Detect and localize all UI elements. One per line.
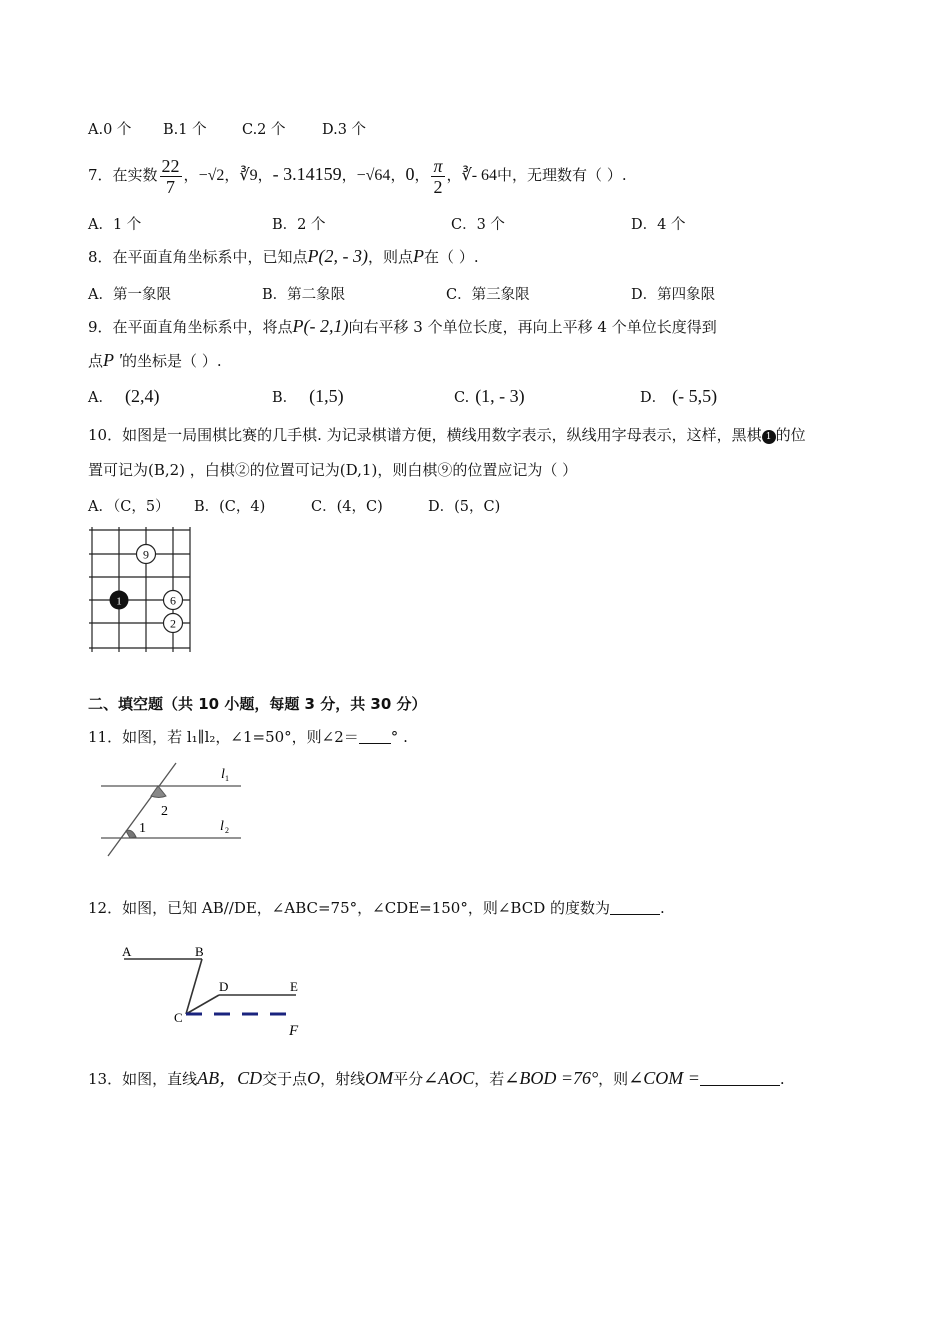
q9-option-c: C. (1, - 3) (454, 386, 525, 406)
white-stone-9 (137, 545, 156, 564)
q7-neg-sqrt64: −√64 (356, 167, 391, 184)
svg-text:B: B (195, 944, 204, 959)
angle-1-marker (126, 830, 136, 838)
q6-option-b: B.1 个 (163, 122, 207, 138)
q11-figure (96, 760, 246, 860)
white-stone-2 (164, 614, 183, 633)
q6-option-d: D.3 个 (322, 122, 367, 138)
q8-option-b: B．第二象限 (262, 287, 346, 303)
svg-text:E: E (290, 979, 298, 994)
svg-text:D: D (219, 979, 229, 994)
svg-text:l: l (220, 819, 224, 834)
q7-option-c: C．3 个 (451, 217, 505, 233)
q7-option-a: A．1 个 (88, 217, 142, 233)
q10-stem-line1: 10．如图是一局围棋比赛的几手棋. 为记录棋谱方便，横线用数字表示，纵线用字母表示，这样，黑棋 1 的位 (88, 426, 806, 444)
q13-stem: 13．如图，直线AB，CD交于点O，射线OM平分∠AOC，若∠BOD =76°，则∠COM = . (88, 1068, 785, 1088)
q11-stem: 11．如图，若 l₁∥l₂，∠1=50°，则∠2＝ ° . (88, 728, 408, 746)
svg-text:9: 9 (143, 547, 149, 562)
svg-text:A: A (122, 944, 132, 959)
black-stone-1 (110, 591, 129, 610)
q7-cbrt-neg64: ∛- 64 (461, 167, 498, 184)
q10-option-b: B．(C，4) (194, 499, 266, 515)
q7-cbrt9: ∛9 (239, 167, 258, 184)
q7-zero: 0 (405, 164, 415, 184)
q7-option-b: B．2 个 (272, 217, 326, 233)
white-stone-6 (164, 591, 183, 610)
q8-point: P(2, - 3) (307, 246, 369, 266)
q9-option-b: B． (1,5) (272, 386, 344, 406)
angle-2-marker (151, 786, 166, 798)
black-stone-icon: 1 (762, 430, 776, 444)
q7-suffix: 中，无理数有（ ）. (497, 166, 627, 184)
svg-text:F: F (289, 1023, 299, 1039)
q7-prefix: 7．在实数 (88, 166, 158, 184)
q9-option-a: A． (2,4) (88, 386, 160, 406)
section-heading: 二、填空题（共 10 小题，每题 3 分，共 30 分） (88, 695, 427, 713)
q7-decimal: - 3.14159 (272, 164, 342, 184)
go-board-figure (86, 524, 196, 656)
q11-answer-blank[interactable] (359, 743, 391, 744)
svg-text:2: 2 (170, 616, 176, 631)
svg-text:1: 1 (225, 774, 229, 783)
q7-stem: 7．在实数 $\frac{22}{7}$ ，−√2，∛9，- 3.14159，−√64，0， $\frac{\pi}{2}$ ，∛- 64中，无理数有（ ）. (88, 155, 627, 197)
q8-stem: 8．在平面直角坐标系中，已知点P(2, - 3)，则点P在（ ）. (88, 246, 479, 266)
svg-text:2: 2 (225, 826, 229, 835)
q9-point: P(- 2,1) (292, 316, 349, 336)
q10-option-d: D．(5，C) (428, 499, 501, 515)
q6-option-a: A.0 个 (88, 122, 132, 138)
q12-answer-blank[interactable] (610, 914, 660, 915)
q7-option-d: D．4 个 (631, 217, 686, 233)
q8-option-a: A．第一象限 (88, 287, 171, 303)
q7-fraction-22-7: $\frac{22}{7}$ (161, 155, 180, 197)
q10-option-a: A．（C，5） (88, 499, 170, 515)
q6-option-c: C.2 个 (242, 122, 286, 138)
svg-text:l: l (221, 767, 225, 782)
svg-text:1: 1 (139, 821, 146, 836)
svg-text:C: C (174, 1010, 183, 1025)
q9-option-d: D． (- 5,5) (640, 386, 718, 406)
q12-figure (118, 940, 318, 1045)
svg-text:6: 6 (170, 593, 176, 608)
q8-option-d: D．第四象限 (631, 287, 716, 303)
q10-option-c: C．(4，C) (311, 499, 383, 515)
q7-fraction-pi-2: $\frac{\pi}{2}$ (433, 155, 443, 197)
svg-text:1: 1 (116, 595, 122, 608)
q13-answer-blank[interactable] (700, 1085, 780, 1086)
q7-neg-sqrt2: −√2 (198, 167, 225, 184)
q12-stem: 12．如图，已知 AB//DE，∠ABC=75°，∠CDE=150°，则∠BCD 的度数为 . (88, 899, 665, 917)
q10-stem-line2: 置可记为(B,2) ，白棋②的位置可记为(D,1)，则白棋⑨的位置应记为（ ） (88, 461, 578, 479)
q9-stem-line2: 点P '的坐标是（ ）. (88, 350, 222, 370)
q8-option-c: C．第三象限 (446, 287, 530, 303)
svg-text:2: 2 (161, 804, 168, 819)
q9-stem-line1: 9．在平面直角坐标系中，将点P(- 2,1)向右平移 3 个单位长度，再向上平移 4 个单位长度得到 (88, 316, 717, 336)
